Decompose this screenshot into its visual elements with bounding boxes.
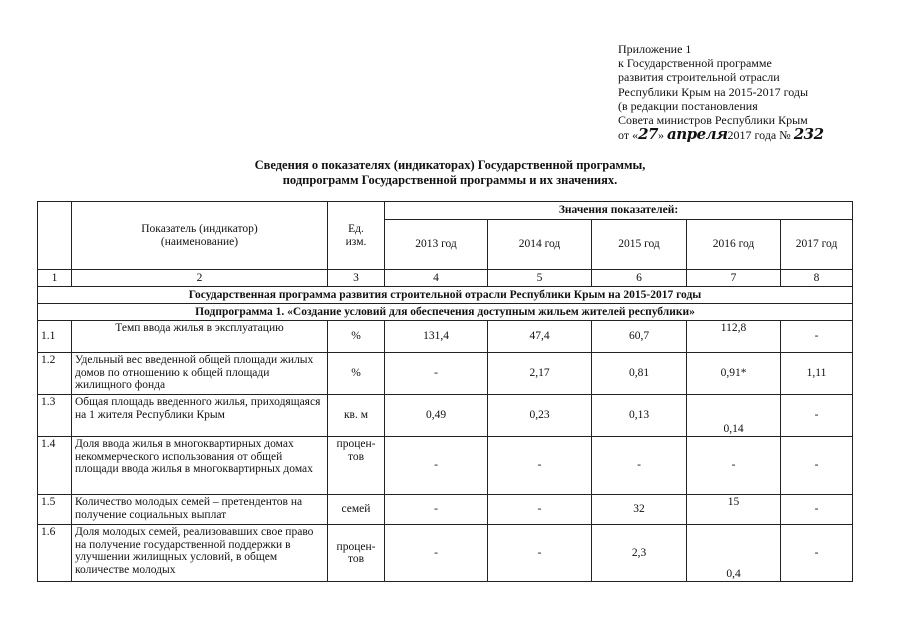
row-indicator-name: Общая площадь введенного жилья, приходящаяся на 1 жителя Республики Крым [72, 395, 328, 437]
column-number: 6 [592, 270, 687, 287]
header-unit [328, 202, 385, 270]
row-number: 1.6 [38, 525, 72, 582]
indicators-table [37, 201, 853, 582]
row-value-2014: - [488, 437, 592, 495]
appendix-line: (в редакции постановления [618, 98, 758, 113]
row-value-2015: 32 [592, 495, 687, 525]
table-row [38, 495, 853, 525]
table-row [38, 525, 853, 582]
column-number: 5 [488, 270, 592, 287]
row-unit: процен-тов [328, 437, 385, 495]
row-value-2013: - [385, 437, 488, 495]
row-indicator-name: Удельный вес введенной общей площади жилых домов по отношению к общей площади жилищного фонда [72, 353, 328, 395]
handwritten-day: 27 [638, 125, 658, 144]
row-unit: процен-тов [328, 525, 385, 582]
row-indicator-name [72, 525, 328, 582]
table-row [38, 353, 853, 395]
column-number: 3 [328, 270, 385, 287]
row-value-2016: 0,14 [687, 395, 781, 437]
row-value-2014: 0,23 [488, 395, 592, 437]
row-value-2017: - [781, 495, 853, 525]
row-value-2016: 15 [687, 495, 781, 525]
table-row [38, 321, 853, 353]
date-mid: » [657, 128, 664, 143]
header-unit-sub: изм. [345, 235, 367, 248]
row-value-2014: - [488, 525, 592, 582]
title-line: Сведения о показателях (индикаторах) Государственной программы, [254, 158, 646, 172]
row-value-2016: 112,8 [687, 321, 781, 353]
row-value-2014: 2,17 [488, 353, 592, 395]
handwritten-number: 232 [793, 125, 824, 144]
appendix-line: к Государственной программе [618, 56, 772, 71]
column-number: 8 [781, 270, 853, 287]
header-year: 2017 год [781, 220, 853, 270]
row-value-2013: 131,4 [385, 321, 488, 353]
row-value-2015: 0,81 [592, 353, 687, 395]
header-year: 2015 год [592, 220, 687, 270]
date-year: 2017 года № [727, 128, 791, 143]
row-number: 1.5 [38, 495, 72, 525]
row-value-2015: - [592, 437, 687, 495]
header-year: 2014 год [488, 220, 592, 270]
row-value-2016: - [687, 437, 781, 495]
row-value-2014: 47,4 [488, 321, 592, 353]
column-number: 1 [38, 270, 72, 287]
appendix-line: развития строительной отрасли [618, 70, 780, 85]
row-value-2014: - [488, 495, 592, 525]
date-prefix: от « [618, 128, 639, 143]
header-year: 2016 год [687, 220, 781, 270]
header-indicator-sub: (наименование) [160, 235, 239, 248]
row-value-2015: 0,13 [592, 395, 687, 437]
header-year: 2013 год [385, 220, 488, 270]
subprogram-row [38, 304, 853, 321]
title-line: подпрограмм Государственной программы и их значениях. [282, 173, 618, 187]
appendix-line: Республики Крым на 2015-2017 годы [618, 84, 809, 99]
header-values-group: Значения показателей: [385, 202, 853, 220]
row-unit: % [328, 321, 385, 353]
header-indicator [72, 202, 328, 270]
row-indicator-name: Доля ввода жилья в многоквартирных домах некоммерческого использования от общей площади ввода жилья в многоквартирных домах [72, 437, 328, 495]
row-value-2015: 60,7 [592, 321, 687, 353]
handwritten-month: апреля [666, 125, 728, 144]
row-number: 1.3 [38, 395, 72, 437]
row-indicator-name: Темп ввода жилья в эксплуатацию [72, 321, 328, 353]
row-value-2013: - [385, 353, 488, 395]
row-unit: семей [328, 495, 385, 525]
row-number: 1.4 [38, 437, 72, 495]
resolution-date-line [618, 127, 898, 142]
appendix-line: Приложение 1 [618, 42, 692, 56]
row-value-2015: 2,3 [592, 525, 687, 582]
row-value-2016: 0,4 [687, 525, 781, 582]
header-unit-label: Ед. [348, 223, 364, 235]
row-number: 1.1 [38, 321, 72, 353]
program-title: Государственная программа развития строительной отрасли Республики Крым на 2015-2017 годы [38, 287, 853, 304]
row-value-2013: - [385, 495, 488, 525]
row-value-2017: - [781, 395, 853, 437]
row-indicator-name: Количество молодых семей – претендентов на получение социальных выплат [72, 495, 328, 525]
row-value-2017: - [781, 525, 853, 582]
row-value-2016: 0,91* [687, 353, 781, 395]
row-indicator-name-text: Доля молодых семей, реализовавших свое право на получение государственной поддержки в улучшении жилищных условий, в общем количестве молодых [75, 526, 314, 576]
row-value-2013: 0,49 [385, 395, 488, 437]
header-number [38, 202, 72, 270]
appendix-header [618, 42, 898, 142]
table-row [38, 437, 853, 495]
row-value-2017: - [781, 321, 853, 353]
program-row [38, 287, 853, 304]
document-title [120, 158, 780, 188]
appendix-line: Совета министров Республики Крым [618, 113, 808, 128]
column-number-row [38, 270, 853, 287]
table-row [38, 395, 853, 437]
row-unit: % [328, 353, 385, 395]
header-indicator-label: Показатель (индикатор) [141, 223, 258, 235]
column-number: 7 [687, 270, 781, 287]
column-number: 2 [72, 270, 328, 287]
subprogram-title: Подпрограмма 1. «Создание условий для обеспечения доступным жильем жителей республики» [38, 304, 853, 321]
header-row [38, 202, 853, 220]
column-number: 4 [385, 270, 488, 287]
row-value-2017: - [781, 437, 853, 495]
row-value-2017: 1,11 [781, 353, 853, 395]
row-value-2013: - [385, 525, 488, 582]
row-number: 1.2 [38, 353, 72, 395]
row-unit: кв. м [328, 395, 385, 437]
